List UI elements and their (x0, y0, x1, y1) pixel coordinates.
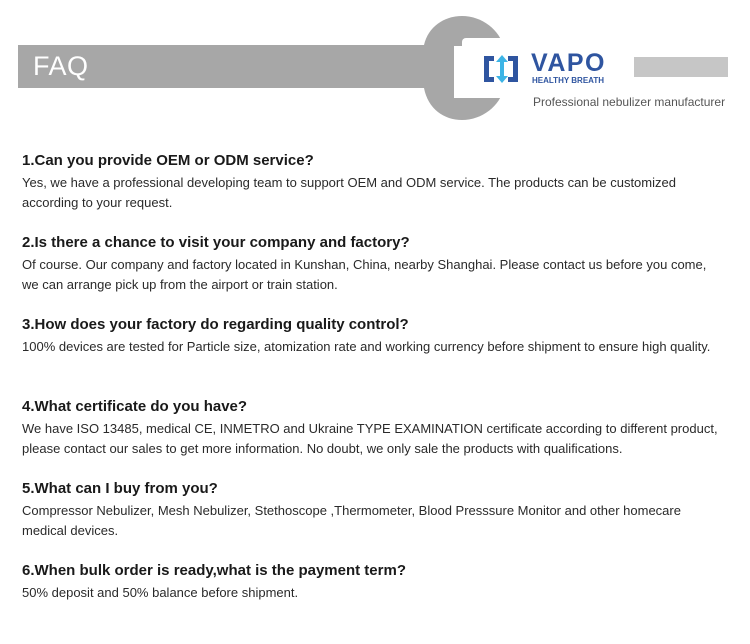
faq-question: 2.Is there a chance to visit your company and factory? (22, 234, 410, 251)
faq-answer: We have ISO 13485, medical CE, INMETRO and Ukraine TYPE EXAMINATION certificate according to different product, please contact our sales to get more information. No doubt, we only sale the products with qualifications. (22, 421, 718, 456)
faq-item (22, 316, 722, 398)
faq-item (22, 234, 722, 316)
company-subtitle: Professional nebulizer manufacturer (533, 95, 726, 109)
page-title: FAQ (33, 51, 89, 81)
faq-item (22, 480, 722, 562)
faq-item (22, 152, 722, 234)
faq-list (22, 152, 722, 644)
decor-bar (634, 57, 728, 77)
faq-answer: Compressor Nebulizer, Mesh Nebulizer, Stethoscope ,Thermometer, Blood Presssure Monitor and other homecare medical devices. (22, 503, 681, 538)
faq-answer: 50% deposit and 50% balance before shipment. (22, 585, 299, 600)
vapo-logo-icon (481, 52, 521, 86)
faq-answer: Yes, we have a professional developing team to support OEM and ODM service. The products can be customized according to your request. (22, 175, 676, 210)
faq-question: 4.What certificate do you have? (22, 398, 248, 415)
faq-question: 3.How does your factory do regarding quality control? (22, 316, 409, 333)
faq-question: 6.When bulk order is ready,what is the payment term? (22, 562, 406, 579)
faq-banner (0, 0, 750, 130)
faq-answer: Of course. Our company and factory located in Kunshan, China, nearby Shanghai. Please contact us before you come, we can arrange pick up from the airport or train station. (22, 257, 707, 292)
faq-question: 5.What can I buy from you? (22, 480, 218, 497)
faq-answer: 100% devices are tested for Particle size, atomization rate and working currency before shipment to ensure high quality. (22, 339, 711, 354)
brand-tagline: HEALTHY BREATH (532, 76, 604, 85)
faq-item (22, 562, 722, 644)
faq-item (22, 398, 722, 480)
faq-question: 1.Can you provide OEM or ODM service? (22, 152, 314, 169)
brand-name: VAPO (531, 49, 606, 77)
